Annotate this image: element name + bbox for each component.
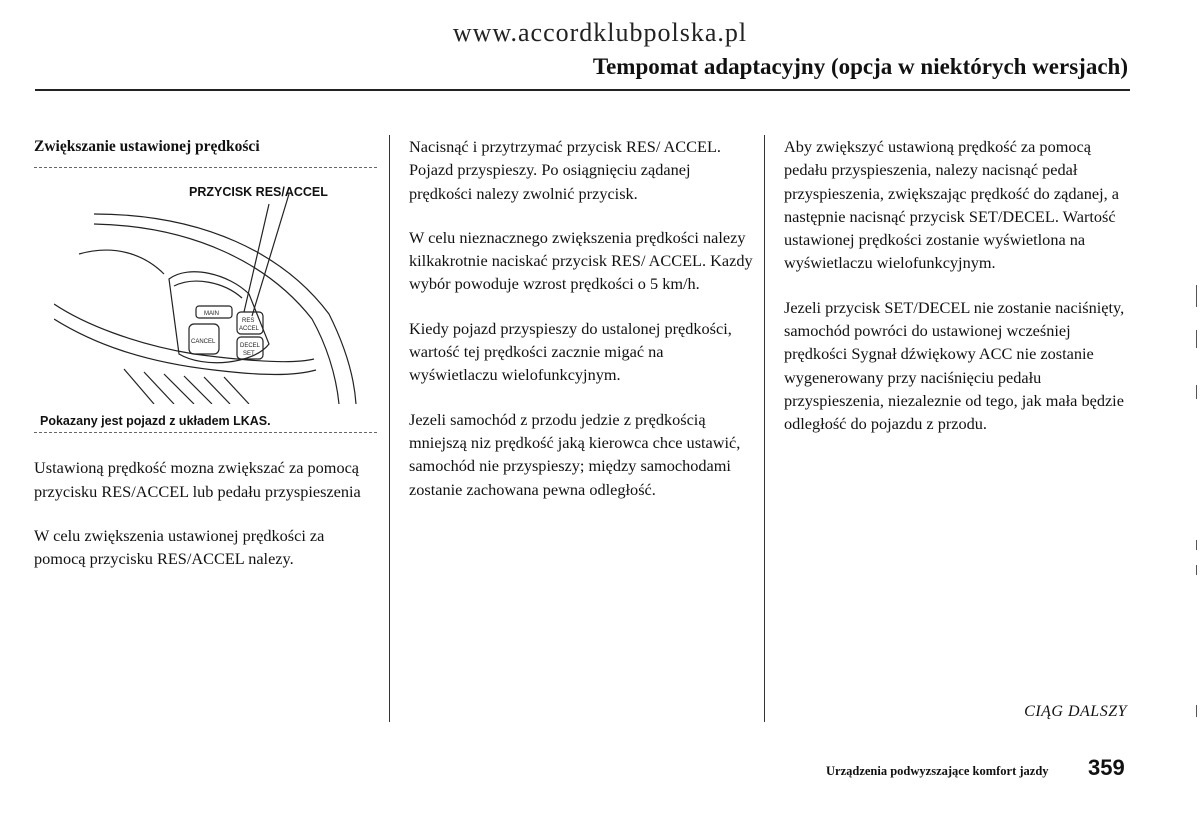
continued-label: CIĄG DALSZY <box>1024 703 1127 720</box>
cancel-button-label: CANCEL <box>191 339 216 346</box>
paragraph: Jezeli samochód z przodu jedzie z prędkością mniejszą niz prędkość jaką kierowca chce ustawić, samochód nie przyspieszy; między samochodami zostanie zachowana pewna odległość. <box>409 409 741 499</box>
figure-border <box>34 167 377 168</box>
column-divider <box>389 135 390 722</box>
set-button-label: SET <box>243 351 255 358</box>
footer-section: Urządzenia podwyzszające komfort jazdy <box>826 764 1049 778</box>
edge-mark <box>1196 705 1197 717</box>
page-number: 359 <box>1088 755 1125 780</box>
main-button-label: MAIN <box>204 311 219 318</box>
section-heading: Zwiększanie ustawionej prędkości <box>34 138 260 155</box>
edge-mark <box>1196 565 1197 575</box>
page-title: Tempomat adaptacyjny (opcja w niektórych wersjach) <box>592 54 1128 79</box>
column-middle <box>409 135 754 522</box>
paragraph: Jezeli przycisk SET/DECEL nie zostanie naciśnięty, samochód powróci do ustawionej wcześniej prędkości Sygnał dźwiękowy ACC nie zostanie wygenerowany przy naciśnięciu pedału przyspieszenia, niezaleznie od tego, jak mała będzie odległość do pojazdu z przodu. <box>784 297 1125 434</box>
paragraph: W celu nieznacznego zwiększenia prędkości nalezy kilkakrotnie naciskać przycisk RES/ ACCEL. Kazdy wybór powoduje wzrost prędkości o 5 km/h. <box>409 227 753 294</box>
column-left <box>34 135 374 591</box>
column-divider <box>764 135 765 722</box>
edge-mark <box>1196 540 1197 550</box>
edge-mark <box>1196 330 1197 348</box>
steering-wheel-figure <box>34 164 377 434</box>
res-button-label: RES <box>242 318 255 325</box>
edge-mark <box>1196 285 1197 307</box>
figure-border <box>34 432 377 433</box>
column-right <box>784 135 1129 457</box>
paragraph: Nacisnąć i przytrzymać przycisk RES/ ACCEL. Pojazd przyspieszy. Po osiągnięciu ządanej prędkości nalezy zwolnić przycisk. <box>409 137 721 203</box>
paragraph: Aby zwiększyć ustawioną prędkość za pomocą pedału przyspieszenia, nalezy nacisnąć pedał przyspieszenia, zwiększając prędkość do ządanej, a następnie nacisnąć przycisk SET/DECEL. Wartość ustawionej prędkości zostanie wyświetlona na wyświetlaczu wielofunkcyjnym. <box>784 137 1119 273</box>
accel-button-label: ACCEL <box>239 326 260 333</box>
figure-caption: Pokazany jest pojazd z układem LKAS. <box>40 414 271 429</box>
edge-mark <box>1196 385 1197 399</box>
figure-label: PRZYCISK RES/ACCEL <box>189 185 328 200</box>
header-rule <box>35 89 1130 91</box>
paragraph: Kiedy pojazd przyspieszy do ustalonej prędkości, wartość tej prędkości zacznie migać na wyświetlaczu wielofunkcyjnym. <box>409 318 732 385</box>
decel-button-label: DECEL <box>240 343 261 350</box>
paragraph: Ustawioną prędkość mozna zwiększać za pomocą przycisku RES/ACCEL lub pedału przyspieszenia <box>34 458 361 501</box>
paragraph: W celu zwiększenia ustawionej prędkości za pomocą przycisku RES/ACCEL nalezy. <box>34 525 325 569</box>
steering-wheel-illustration <box>54 194 364 404</box>
site-url: www.accordklubpolska.pl <box>452 18 748 47</box>
